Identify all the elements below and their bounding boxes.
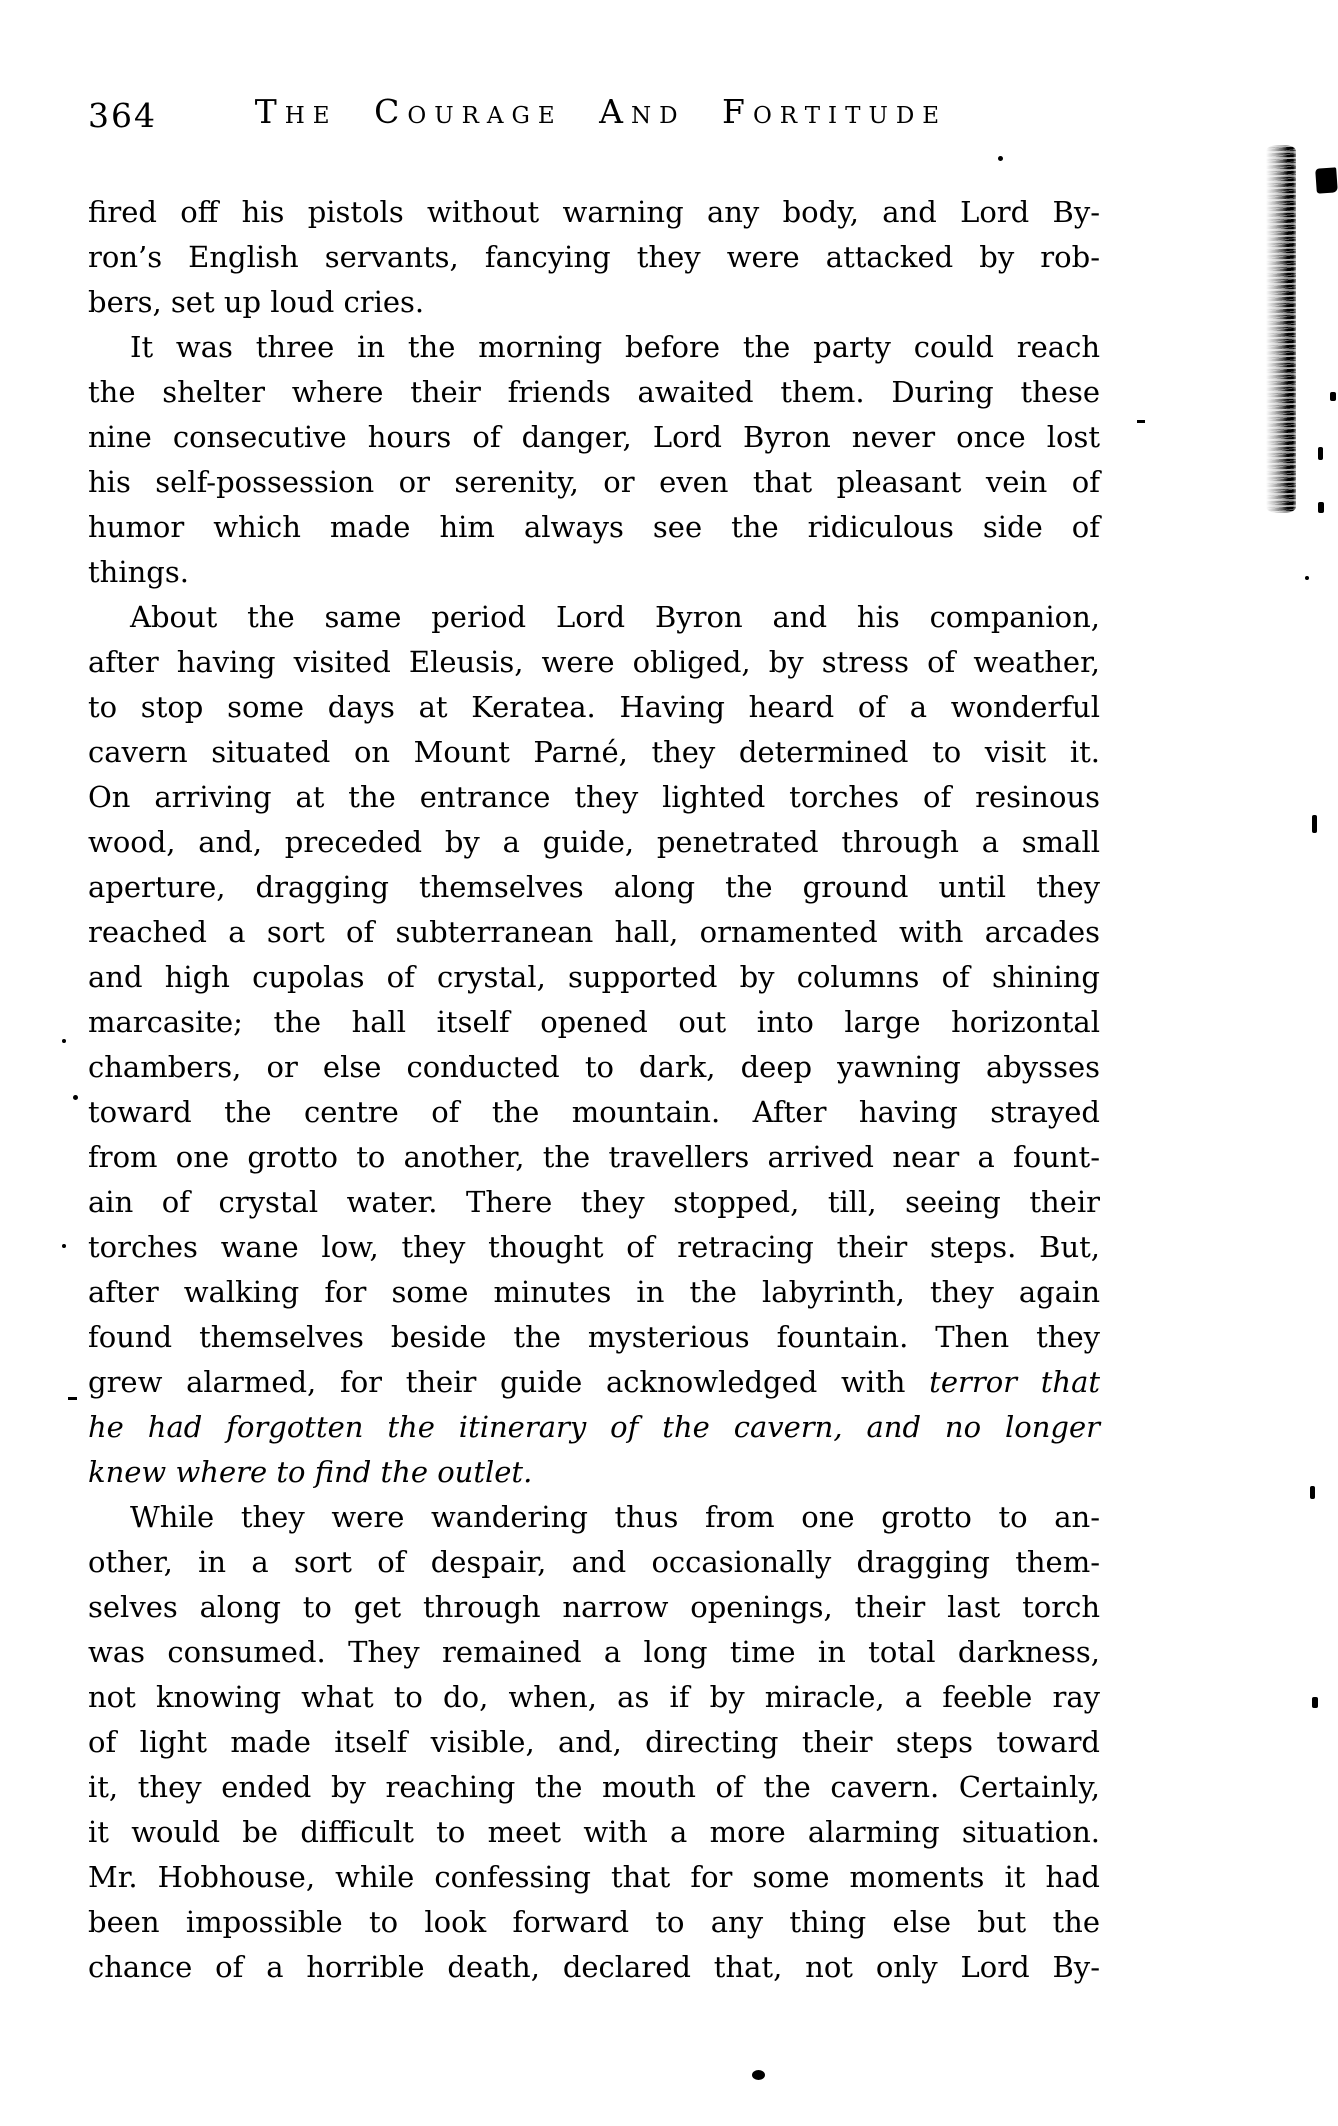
text-line: humor which made him always see the ridiculous side of — [88, 510, 1100, 544]
scan-speck — [1137, 420, 1145, 423]
text-line: after having visited Eleusis, were obliged, by stress of weather, — [88, 645, 1100, 679]
text-line: the shelter where their friends awaited them. During these — [88, 375, 1100, 409]
running-title: The Courage And Fortitude — [254, 92, 948, 131]
scan-speck — [1312, 815, 1317, 833]
text-line: selves along to get through narrow openings, their last torch — [88, 1590, 1100, 1624]
bottom-ink-dot — [752, 2070, 765, 2080]
text-line: aperture, dragging themselves along the ground until they — [88, 870, 1100, 904]
text-block — [88, 190, 1100, 1990]
text-line: his self-possession or serenity, or even that pleasant vein of — [88, 465, 1100, 499]
scan-speck — [1318, 447, 1323, 460]
page-header — [88, 92, 1100, 140]
scan-speck — [998, 156, 1003, 161]
text-line: cavern situated on Mount Parné, they determined to visit it. — [88, 735, 1100, 769]
text-line: of light made itself visible, and, directing their steps toward — [88, 1725, 1100, 1759]
text-line: it would be difficult to meet with a more alarming situation. — [88, 1815, 1100, 1849]
page-number: 364 — [88, 96, 157, 135]
text-line: things. — [88, 555, 189, 589]
scan-gutter-streak — [1266, 145, 1296, 513]
scan-speck — [68, 1397, 77, 1400]
text-line: knew where to find the outlet. — [88, 1455, 533, 1489]
text-line: to stop some days at Keratea. Having heard of a wonderful — [88, 690, 1100, 724]
text-line: ain of crystal water. There they stopped, till, seeing their — [88, 1185, 1100, 1219]
text-line: chambers, or else conducted to dark, deep yawning abysses — [88, 1050, 1100, 1084]
text-line: marcasite; the hall itself opened out into large horizontal — [88, 1005, 1100, 1039]
text-line: fired off his pistols without warning any body, and Lord By- — [88, 195, 1100, 229]
text-line: On arriving at the entrance they lighted torches of resinous — [88, 780, 1100, 814]
text-line: ron’s English servants, fancying they were attacked by rob- — [88, 240, 1100, 274]
scan-speck — [1318, 502, 1324, 513]
scan-speck — [1305, 576, 1309, 580]
scan-speck — [62, 1039, 66, 1043]
text-line: wood, and, preceded by a guide, penetrated through a small — [88, 825, 1100, 859]
text-line: not knowing what to do, when, as if by miracle, a feeble ray — [88, 1680, 1100, 1714]
ink-blot — [1315, 167, 1338, 193]
text-line: toward the centre of the mountain. After having strayed — [88, 1095, 1100, 1129]
text-line: Mr. Hobhouse, while confessing that for some moments it had — [88, 1860, 1100, 1894]
text-line: bers, set up loud cries. — [88, 285, 425, 319]
scan-speck — [1330, 392, 1336, 401]
text-line: reached a sort of subterranean hall, ornamented with arcades — [88, 915, 1100, 949]
text-line: It was three in the morning before the party could reach — [130, 330, 1100, 364]
text-line: About the same period Lord Byron and his companion, — [130, 600, 1100, 634]
text-line: from one grotto to another, the travellers arrived near a fount- — [88, 1140, 1100, 1174]
text-line: other, in a sort of despair, and occasionally dragging them- — [88, 1545, 1100, 1579]
text-line: he had forgotten the itinerary of the cavern, and no longer — [88, 1410, 1100, 1444]
text-line: it, they ended by reaching the mouth of the cavern. Certainly, — [88, 1770, 1100, 1804]
text-line: and high cupolas of crystal, supported by columns of shining — [88, 960, 1100, 994]
text-line: chance of a horrible death, declared that, not only Lord By- — [88, 1950, 1100, 1984]
scan-speck — [73, 1095, 78, 1100]
text-line: been impossible to look forward to any thing else but the — [88, 1905, 1100, 1939]
text-line: after walking for some minutes in the labyrinth, they again — [88, 1275, 1100, 1309]
scan-speck — [1310, 1486, 1315, 1499]
text-line: torches wane low, they thought of retracing their steps. But, — [88, 1230, 1100, 1264]
text-line: While they were wandering thus from one grotto to an- — [130, 1500, 1100, 1534]
text-line: was consumed. They remained a long time in total darkness, — [88, 1635, 1100, 1669]
text-line: found themselves beside the mysterious fountain. Then they — [88, 1320, 1100, 1354]
scan-speck — [1312, 1697, 1318, 1708]
scan-speck — [62, 1244, 66, 1248]
text-line: grew alarmed, for their guide acknowledged with terror that — [88, 1365, 1101, 1399]
text-line: nine consecutive hours of danger, Lord Byron never once lost — [88, 420, 1100, 454]
